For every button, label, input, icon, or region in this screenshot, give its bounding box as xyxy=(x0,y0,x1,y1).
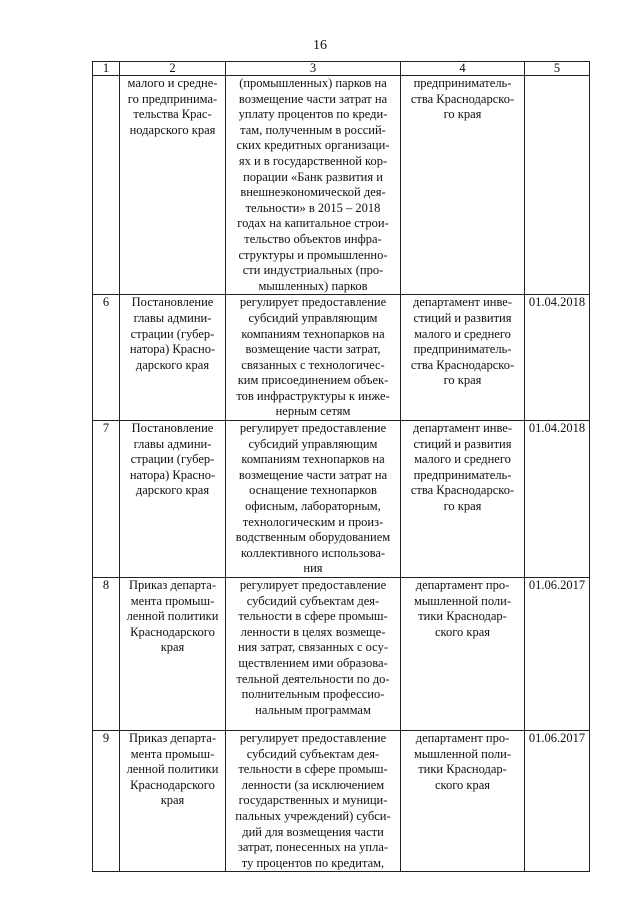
description-cell: (промышленных) парков на возмещение части затрат на уплату процентов по креди- там, полученным в россий- ских кредитных организаци- ях и в государственной кор- порации «Банк развития и внешнеэкономической дея- тельности» в 2015 – 2018 годах на капитальное строи- тельство объектов инфра- структуры и промышленно- сти индустриальных (про- мышленных) парков xyxy=(226,76,401,295)
document-cell: Постановление главы админи- страции (губер- натора) Красно- дарского края xyxy=(120,295,226,421)
header-col-2: 2 xyxy=(120,62,226,76)
table-row xyxy=(93,421,590,578)
description-cell: регулирует предоставление субсидий управляющим компаниям технопарков на возмещение части затрат на оснащение технопарков офисным, лабораторным, технологическим и произ- водственным оборудованием коллективного использова- ния xyxy=(226,421,401,578)
department-cell: департамент инве- стиций и развития малого и среднего предприниматель- ства Краснодарско- го края xyxy=(401,421,525,578)
header-col-1: 1 xyxy=(93,62,120,76)
row-number: 7 xyxy=(93,421,120,578)
date-cell: 01.06.2017 xyxy=(525,731,590,872)
department-cell: предприниматель- ства Краснодарско- го края xyxy=(401,76,525,295)
date-cell: 01.04.2018 xyxy=(525,295,590,421)
date-cell: 01.04.2018 xyxy=(525,421,590,578)
row-number: 6 xyxy=(93,295,120,421)
header-col-5: 5 xyxy=(525,62,590,76)
date-cell xyxy=(525,76,590,295)
department-cell: департамент про- мышленной поли- тики Краснодар- ского края xyxy=(401,578,525,731)
row-number: 9 xyxy=(93,731,120,872)
document-cell: Постановление главы админи- страции (губер- натора) Красно- дарского края xyxy=(120,421,226,578)
table-row xyxy=(93,731,590,872)
department-cell: департамент про- мышленной поли- тики Краснодар- ского края xyxy=(401,731,525,872)
document-cell: Приказ департа- мента промыш- ленной политики Краснодарского края xyxy=(120,578,226,731)
regulations-table xyxy=(92,61,590,872)
table-row xyxy=(93,578,590,731)
description-cell: регулирует предоставление субсидий управляющим компаниям технопарков на возмещение части затрат, связанных с технологичес- ким присоединением объек- тов инфраструктуры к инже- нерным сетям xyxy=(226,295,401,421)
document-cell: малого и средне- го предпринима- тельства Крас- нодарского края xyxy=(120,76,226,295)
header-col-4: 4 xyxy=(401,62,525,76)
department-cell: департамент инве- стиций и развития малого и среднего предприниматель- ства Краснодарско- го края xyxy=(401,295,525,421)
description-cell: регулирует предоставление субсидий субъектам дея- тельности в сфере промыш- ленности (за исключением государственных и муници- пальных учреждений) субси- дий для возмещения части затрат, понесенных на упла- ту процентов по кредитам, xyxy=(226,731,401,872)
table-header-row xyxy=(93,62,590,76)
description-cell: регулирует предоставление субсидий субъектам дея- тельности в сфере промыш- ленности в целях возмеще- ния затрат, связанных с осу- ществлением ими образова- тельной деятельности по до- полнительным профессио- нальным программам xyxy=(226,578,401,731)
row-number: 8 xyxy=(93,578,120,731)
header-col-3: 3 xyxy=(226,62,401,76)
date-cell: 01.06.2017 xyxy=(525,578,590,731)
table-row xyxy=(93,295,590,421)
page-number: 16 xyxy=(313,38,327,53)
table-row xyxy=(93,76,590,295)
document-cell: Приказ департа- мента промыш- ленной политики Краснодарского края xyxy=(120,731,226,872)
row-number xyxy=(93,76,120,295)
